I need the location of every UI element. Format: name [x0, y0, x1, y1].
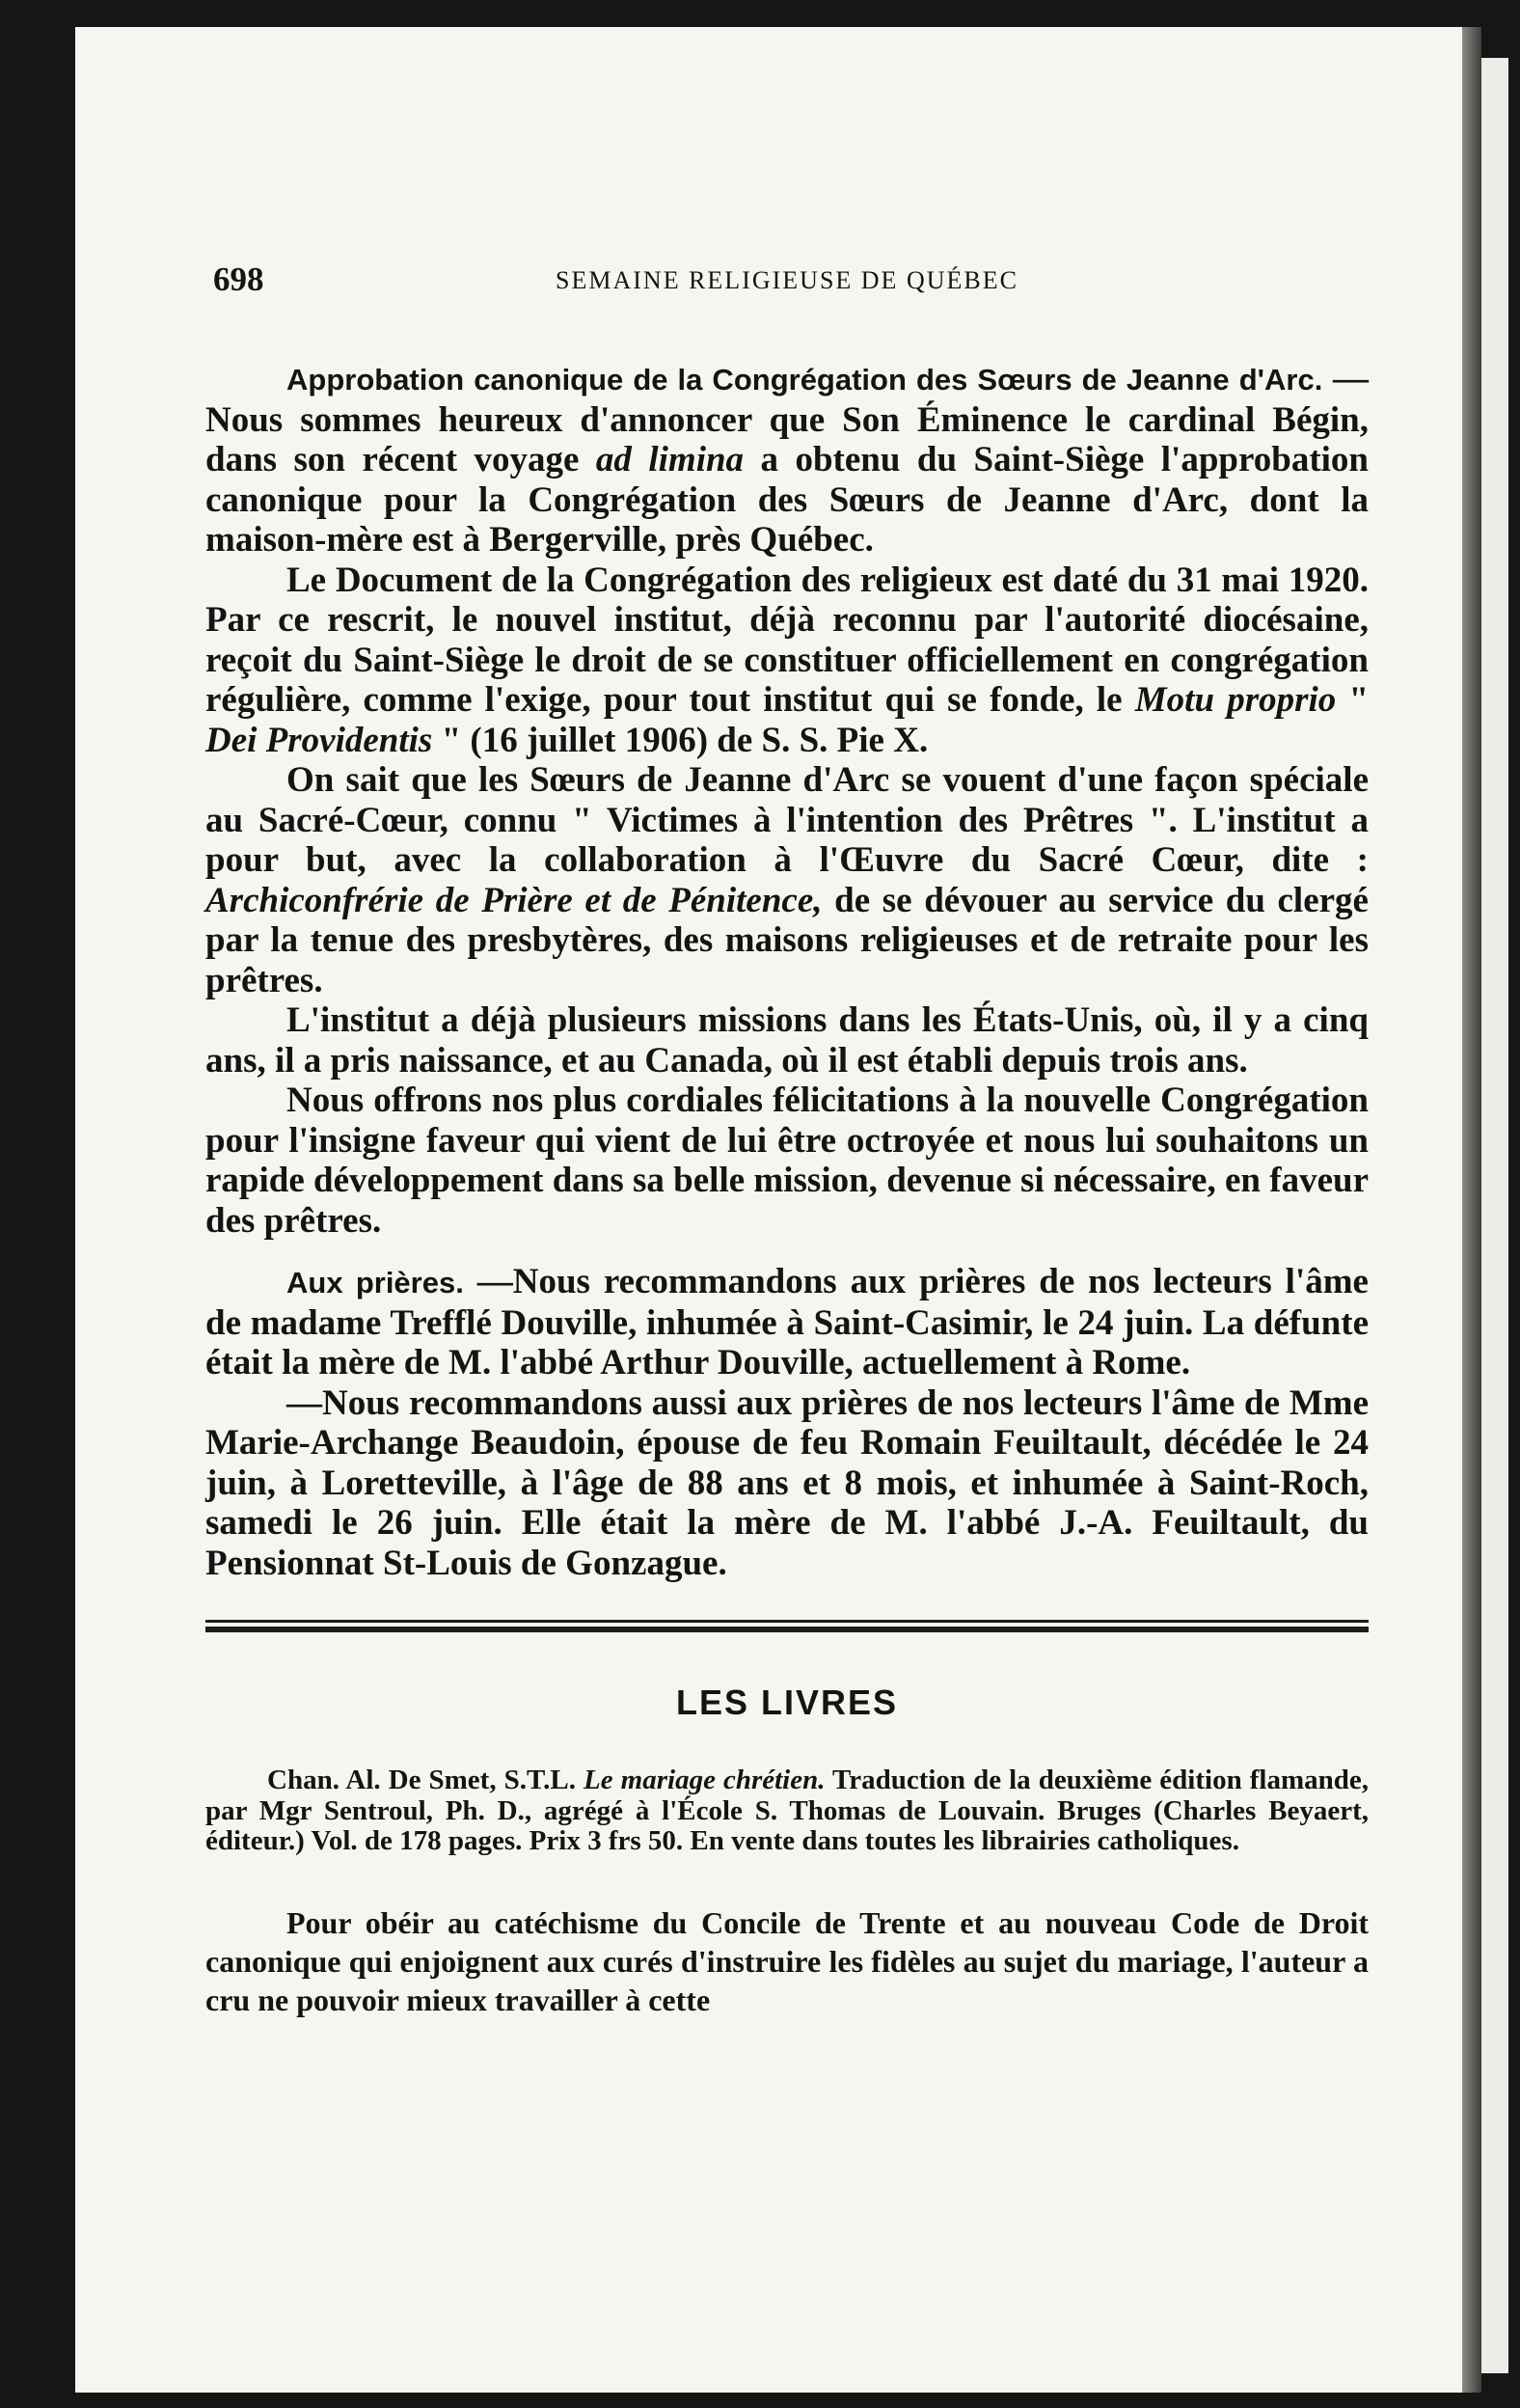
article-approbation [205, 359, 1369, 1241]
article-italic: ad limina [595, 440, 745, 479]
review-paragraph: Pour obéir au catéchisme du Concile de Trente et au nouveau Code de Droit canonique qui enjoignent aux curés d'instruire les fidèles au sujet du mariage, l'auteur a cru ne pouvoir mieux travailler à cette [205, 1904, 1369, 2017]
article-prayers [205, 1262, 1369, 1583]
adjacent-page-strip [1481, 58, 1508, 2373]
section-title: LES LIVRES [675, 1683, 899, 1722]
page-number: 698 [213, 260, 264, 298]
book-reference-text [205, 1765, 1369, 1857]
page-edge-shadow [1462, 27, 1481, 2393]
running-title: SEMAINE RELIGIEUSE DE QUÉBEC [556, 266, 1018, 294]
prayers-paragraph: —Nous recommandons aussi aux prières de nos lecteurs l'âme de Mme Marie-Archange Beaudoin, épouse de feu Romain Feuiltault, décédée le 24 juin, à Loretteville, à l'âge de 88 ans et 8 mois, et inhumée à Saint-Roch, samedi le 26 juin. Elle était la mère de M. l'abbé J.-A. Feuiltault, du Pensionnat St-Louis de Gonzague. [205, 1382, 1369, 1583]
article-text: Le Document de la Congrégation des religieux est daté du 31 mai 1920. Par ce rescrit, le nouvel institut, déjà reconnu par l'autorité diocésaine, reçoit du Saint-Siège le droit de se constituer officiellement en congrégation régulière, comme l'exige, pour tout institut qui se fonde, le [205, 560, 1369, 720]
divider-line [205, 1620, 1369, 1623]
divider-line [205, 1627, 1369, 1632]
prayers-lead: Aux prières. [286, 1266, 464, 1300]
article-text: On sait que les Sœurs de Jeanne d'Arc se vouent d'une façon spéciale au Sacré-Cœur, connu " Victimes à l'intention des Prêtres ". L'institut a pour but, avec la collaboration à l'Œuvre du Sacré Cœur, dite : [205, 760, 1369, 880]
page-content [205, 260, 1369, 2019]
book-details: Traduction de la deuxième édition flamande, par Mgr Sentroul, Ph. D., agrégé à l'École S. Thomas de Louvain. Bruges (Charles Beyaert, éditeur.) Vol. de 178 pages. Prix 3 frs 50. En vente dans toutes les librairies catholiques. [205, 1765, 1369, 1856]
article-paragraph: Nous offrons nos plus cordiales félicitations à la nouvelle Congrégation pour l'insigne faveur qui vient de lui être octroyée et nous lui souhaitons un rapide développement dans sa belle mission, devenue si nécessaire, en faveur des prêtres. [205, 1081, 1369, 1241]
article-lead: Approbation canonique de la Congrégation des Sœurs de Jeanne d'Arc. [286, 363, 1323, 397]
article-paragraph [205, 561, 1369, 761]
article-italic: Dei Providentis [205, 720, 433, 760]
article-paragraph [205, 760, 1369, 1000]
article-text: de se dévouer au service du clergé par la tenue des presbytères, des maisons religieuses et de retraite pour les prêtres. [205, 880, 1369, 1000]
article-text: " (16 juillet 1906) de S. S. Pie X. [432, 720, 929, 760]
section-divider [205, 1620, 1369, 1632]
article-text: — Nous sommes heureux d'annoncer que Son Éminence le cardinal Bégin, dans son récent voyage [205, 359, 1370, 479]
book-reference [205, 1765, 1369, 1857]
article-italic: Archiconfrérie de Prière et de Pénitence, [205, 880, 823, 920]
article-italic: Motu proprio [1134, 680, 1337, 720]
prayers-paragraph [205, 1262, 1369, 1383]
running-head [205, 260, 1369, 313]
book-author: Chan. Al. De Smet, S.T.L. [267, 1765, 584, 1795]
book-review [205, 1903, 1369, 2019]
article-text: " [1336, 680, 1369, 720]
article-text: a obtenu du Saint-Siège l'approbation canonique pour la Congrégation des Sœurs de Jeanne d'Arc, dont la maison-mère est à Bergerville, près Québec. [205, 440, 1370, 560]
book-title: Le mariage chrétien. [584, 1765, 826, 1795]
article-paragraph [205, 359, 1369, 561]
prayers-text: —Nous recommandons aux prières de nos lecteurs l'âme de madame Trefflé Douville, inhumée à Saint-Casimir, le 24 juin. La défunte était la mère de M. l'abbé Arthur Douville, actuellement à Rome. [205, 1262, 1369, 1382]
article-paragraph: L'institut a déjà plusieurs missions dans les États-Unis, où, il y a cinq ans, il a pris naissance, et au Canada, où il est établi depuis trois ans. [205, 1000, 1369, 1081]
